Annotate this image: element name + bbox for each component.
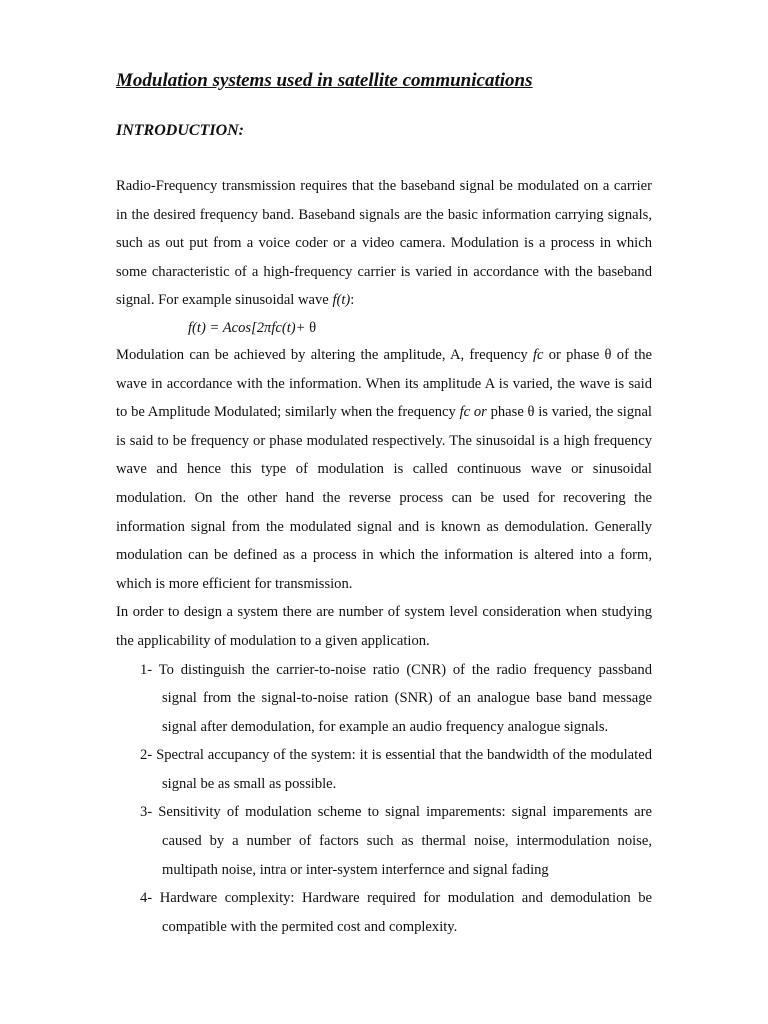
paragraph-radio-frequency <box>116 172 652 315</box>
paragraph-text-end: : <box>350 292 355 309</box>
list-item: 2- Spectral accupancy of the system: it is essential that the bandwidth of the modulated signal be as small as possible. <box>140 747 652 792</box>
equation-theta: θ <box>309 319 317 336</box>
italic-function-term: f(t) <box>332 292 351 309</box>
paragraph-modulation <box>116 341 652 598</box>
paragraph-text: Radio-Frequency transmission requires that the baseband signal be modulated on a carrier in the desired frequency band. Baseband signals are the basic information carrying signals, such as out put from a voice coder or a video camera. Modulation is a process in which some characteristic of a high-frequency carrier is varied in accordance with the baseband signal. For example sinusoidal wave <box>116 178 652 309</box>
italic-fc-or-term: fc or <box>459 404 487 421</box>
equation-sinusoidal-wave <box>116 315 652 341</box>
paragraph-text: or phase θ of the wave in accordance with the information. When its amplitude A is varied, the wave is said to be Amplitude Modulated; similarly when the frequency <box>116 346 652 421</box>
considerations-list <box>116 656 652 942</box>
section-heading-introduction: INTRODUCTION: <box>116 122 244 139</box>
equation-expression: f(t) = Acos[2πfc(t)+ <box>188 319 310 336</box>
list-item: 3- Sensitivity of modulation scheme to signal imparements: signal imparements are caused by a number of factors such as thermal noise, intermodulation noise, multipath noise, intra or inter-system interfernce and signal fading <box>140 804 652 878</box>
paragraph-system-design: In order to design a system there are number of system level consideration when studying the applicability of modulation to a given application. <box>116 604 652 649</box>
document-title: Modulation systems used in satellite communications <box>116 70 533 91</box>
paragraph-text: Modulation can be achieved by altering the amplitude, A, frequency <box>116 346 533 363</box>
list-item: 4- Hardware complexity: Hardware required for modulation and demodulation be compatible with the permited cost and complexity. <box>140 890 652 935</box>
paragraph-text: phase θ is varied, the signal is said to be frequency or phase modulated respectively. The sinusoidal is a high frequency wave and hence this type of modulation is called continuous wave or sinusoidal modulation. On the other hand the reverse process can be used for recovering the information signal from the modulated signal and is known as demodulation. Generally modulation can be defined as a process in which the information is altered into a form, which is more efficient for transmission. <box>116 404 652 592</box>
italic-fc-term: fc <box>532 346 544 363</box>
list-item: 1- To distinguish the carrier-to-noise ratio (CNR) of the radio frequency passband signal from the signal-to-noise ration (SNR) of an analogue base band message signal after demodulation, for example an audio frequency analogue signals. <box>140 661 652 735</box>
